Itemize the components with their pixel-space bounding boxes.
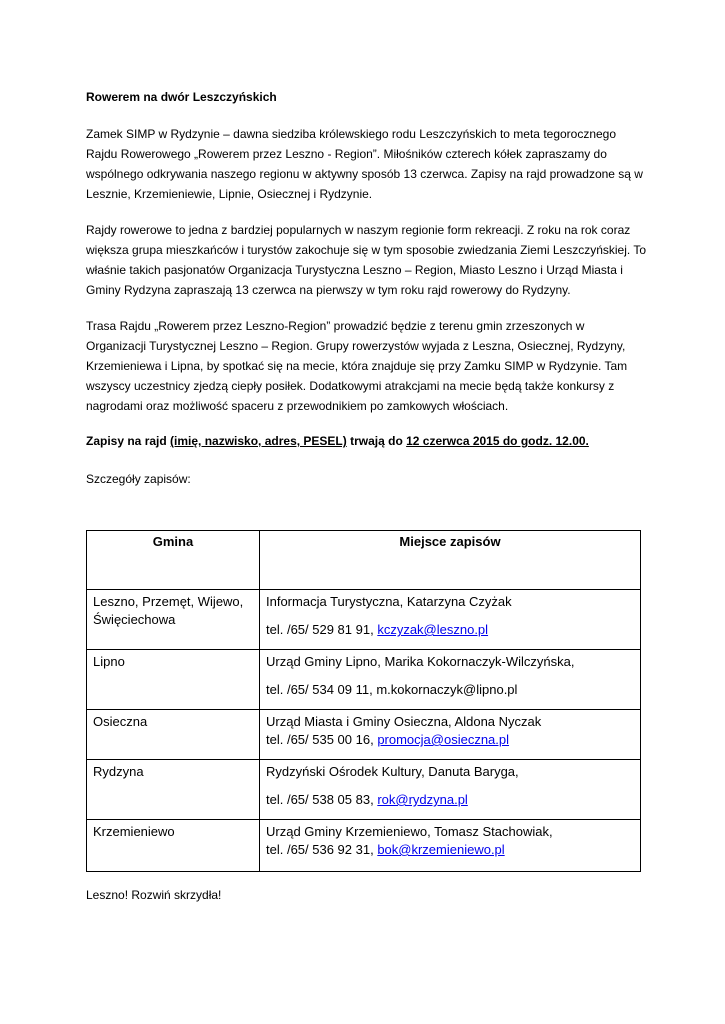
table-row xyxy=(87,820,641,872)
place-name: Urząd Gminy Krzemieniewo, Tomasz Stachowiak, xyxy=(266,824,553,839)
details-label: Szczegóły zapisów: xyxy=(86,472,191,486)
signup-fields: (imię, nazwisko, adres, PESEL) xyxy=(170,434,347,448)
place-name: Urząd Gminy Lipno, Marika Kokornaczyk-Wilczyńska, xyxy=(266,654,575,669)
place-name: Informacja Turystyczna, Katarzyna Czyżak xyxy=(266,594,512,609)
cell-place xyxy=(260,710,641,760)
email-link[interactable]: promocja@osieczna.pl xyxy=(377,732,510,747)
phone-text: tel. /65/ 534 09 11, m.kokornaczyk@lipno.pl xyxy=(266,682,518,697)
place-contact xyxy=(266,621,634,639)
place-name: Urząd Miasta i Gminy Osieczna, Aldona Nyczak xyxy=(266,714,542,729)
cell-gmina: Rydzyna xyxy=(87,760,260,820)
email-link[interactable]: kczyzak@leszno.pl xyxy=(377,622,489,637)
article-title: Rowerem na dwór Leszczyńskich xyxy=(86,90,277,104)
paragraph-route: Trasa Rajdu „Rowerem przez Leszno-Region” prowadzić będzie z terenu gmin zrzeszonych w Organizacji Turystycznej Leszno – Region. Grupy rowerzystów wyjada z Leszna, Osiecznej, Rydzyny, Krzemieniewa i Lipna, by spotkać się na mecie, która znajduje się przy Zamku SIMP w Rydzynie. Tam wszyscy uczestnicy zjedzą ciepły posiłek. Dodatkowymi atrakcjami na mecie będą także konkursy z nagrodami oraz możliwość spaceru z przewodnikiem po zamkowych włościach. xyxy=(86,319,628,413)
signup-deadline: 12 czerwca 2015 do godz. 12.00. xyxy=(406,434,589,448)
header-place: Miejsce zapisów xyxy=(260,531,641,590)
paragraph-rally: Rajdy rowerowe to jedna z bardziej popularnych w naszym regionie form rekreacji. Z roku na rok coraz większa grupa mieszkańców i turystów zakochuje się w tym sposobie zwiedzania Ziemi Leszczyńskiej. To właśnie takich pasjonatów Organizacja Turystyczna Leszno – Region, Miasto Leszno i Urząd Miasta i Gminy Rydzyna zapraszają 13 czerwca na pierwszy w tym roku rajd rowerowy do Rydzyny. xyxy=(86,223,647,297)
table-row xyxy=(87,710,641,760)
cell-place xyxy=(260,760,641,820)
cell-gmina: Lipno xyxy=(87,650,260,710)
table-row xyxy=(87,650,641,710)
document-page xyxy=(86,88,647,902)
email-link[interactable]: rok@rydzyna.pl xyxy=(377,792,468,807)
email-link[interactable]: bok@krzemieniewo.pl xyxy=(377,842,505,857)
signup-middle: trwają do xyxy=(346,434,407,448)
cell-gmina: Leszno, Przemęt, Wijewo, Święciechowa xyxy=(87,590,260,650)
phone-text: tel. /65/ 529 81 91, xyxy=(266,622,378,637)
cell-place xyxy=(260,820,641,872)
table-header-row xyxy=(87,531,641,590)
signup-prefix: Zapisy na rajd xyxy=(86,434,171,448)
signup-notice xyxy=(86,432,646,450)
cell-place xyxy=(260,590,641,650)
table-row xyxy=(87,760,641,820)
table-row xyxy=(87,590,641,650)
paragraph-intro: Zamek SIMP w Rydzynie – dawna siedziba królewskiego rodu Leszczyńskich to meta tegorocznego Rajdu Rowerowego „Rowerem przez Leszno - Region”. Miłośników czterech kółek zapraszamy do wspólnego odkrywania naszego regionu w aktywny sposób 13 czerwca. Zapisy na rajd prowadzone są w Lesznie, Krzemieniewie, Lipnie, Osiecznej i Rydzynie. xyxy=(86,127,643,201)
place-contact xyxy=(266,841,634,859)
phone-text: tel. /65/ 538 05 83, xyxy=(266,792,378,807)
place-name: Rydzyński Ośrodek Kultury, Danuta Baryga, xyxy=(266,764,519,779)
cell-gmina: Krzemieniewo xyxy=(87,820,260,872)
header-gmina: Gmina xyxy=(87,531,260,590)
place-contact xyxy=(266,681,634,699)
place-contact xyxy=(266,791,634,809)
place-contact xyxy=(266,731,634,749)
cell-gmina: Osieczna xyxy=(87,710,260,760)
registration-table xyxy=(86,530,641,872)
phone-text: tel. /65/ 535 00 16, xyxy=(266,732,378,747)
footer-slogan: Leszno! Rozwiń skrzydła! xyxy=(86,888,222,902)
phone-text: tel. /65/ 536 92 31, xyxy=(266,842,378,857)
cell-place xyxy=(260,650,641,710)
